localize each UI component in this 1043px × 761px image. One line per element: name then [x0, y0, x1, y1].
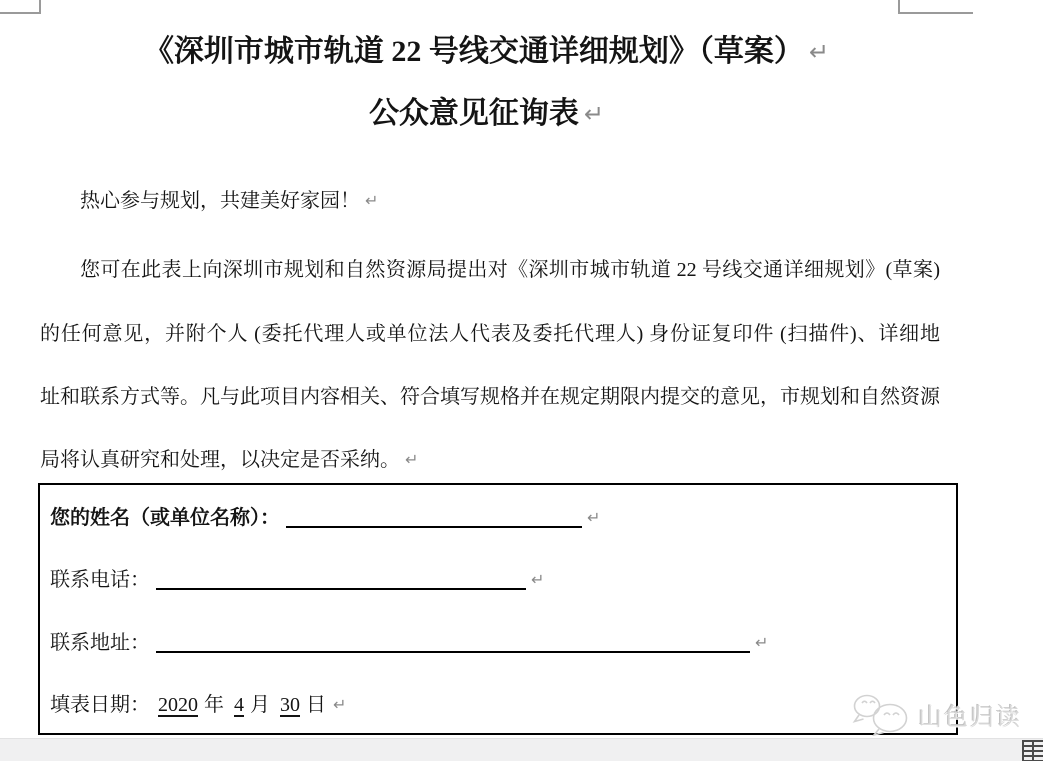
phone-fill-line[interactable] [156, 570, 526, 590]
date-month-unit: 月 [250, 694, 270, 716]
document-subtitle-text: 公众意见征询表 [368, 97, 579, 130]
watermark [850, 692, 1022, 736]
address-field-label: 联系地址： [50, 632, 150, 654]
intro-paragraph [40, 184, 378, 213]
body-paragraph-line [40, 443, 940, 472]
name-fill-line[interactable] [286, 508, 582, 528]
date-field-label: 填表日期： [50, 694, 150, 716]
body-line-text: 局将认真研究和处理，以决定是否采纳。 [40, 449, 400, 471]
form-row-name [50, 501, 600, 530]
text-boundary-mark-top-left [39, 0, 41, 14]
date-year-unit: 年 [204, 694, 224, 716]
watermark-text: 山色归读 [918, 703, 1022, 731]
body-paragraph-line [40, 380, 940, 409]
form-row-phone [50, 563, 544, 592]
paragraph-mark-icon: ↵ [365, 191, 379, 210]
date-day-value[interactable]: 30 [280, 694, 300, 716]
page-bottom-strip [0, 738, 1043, 761]
speech-bubbles-icon [850, 692, 912, 736]
paragraph-mark-icon: ↵ [583, 100, 605, 128]
body-paragraph-line [40, 317, 940, 346]
date-month-value[interactable]: 4 [234, 694, 244, 716]
paragraph-mark-icon: ↵ [405, 450, 419, 469]
name-field-label: 您的姓名（或单位名称）： [50, 507, 280, 529]
body-line-text: 您可在此表上向深圳市规划和自然资源局提出对《深圳市城市轨道 22 号线交通详细规划》(草案) [80, 259, 940, 281]
form-row-date [50, 688, 346, 717]
body-paragraph-line [40, 253, 940, 282]
comment-form-box [38, 483, 958, 735]
phone-field-label: 联系电话： [50, 569, 150, 591]
body-line-text: 址和联系方式等。凡与此项目内容相关、符合填写规格并在规定期限内提交的意见，市规划和自然资源 [40, 386, 940, 408]
paragraph-mark-icon: ↵ [587, 508, 601, 527]
document-title [0, 26, 973, 70]
text-boundary-mark-top-left [0, 12, 41, 14]
paragraph-mark-icon: ↵ [333, 695, 347, 714]
intro-text: 热心参与规划，共建美好家园！ [80, 190, 360, 212]
document-title-text: 《深圳市城市轨道 22 号线交通详细规划》（草案） [143, 35, 804, 68]
text-boundary-mark-top-right [898, 12, 973, 14]
corner-striped-glyph [1022, 740, 1043, 761]
address-fill-line[interactable] [156, 633, 750, 653]
paragraph-mark-icon: ↵ [808, 38, 830, 66]
paragraph-mark-icon: ↵ [755, 633, 769, 652]
form-row-address [50, 626, 768, 655]
paragraph-mark-icon: ↵ [531, 570, 545, 589]
date-day-unit: 日 [306, 694, 326, 716]
date-year-value[interactable]: 2020 [158, 694, 198, 716]
body-line-text: 的任何意见，并附个人 (委托代理人或单位法人代表及委托代理人) 身份证复印件 (扫描件)、详细地 [40, 323, 940, 345]
document-subtitle [0, 88, 973, 132]
